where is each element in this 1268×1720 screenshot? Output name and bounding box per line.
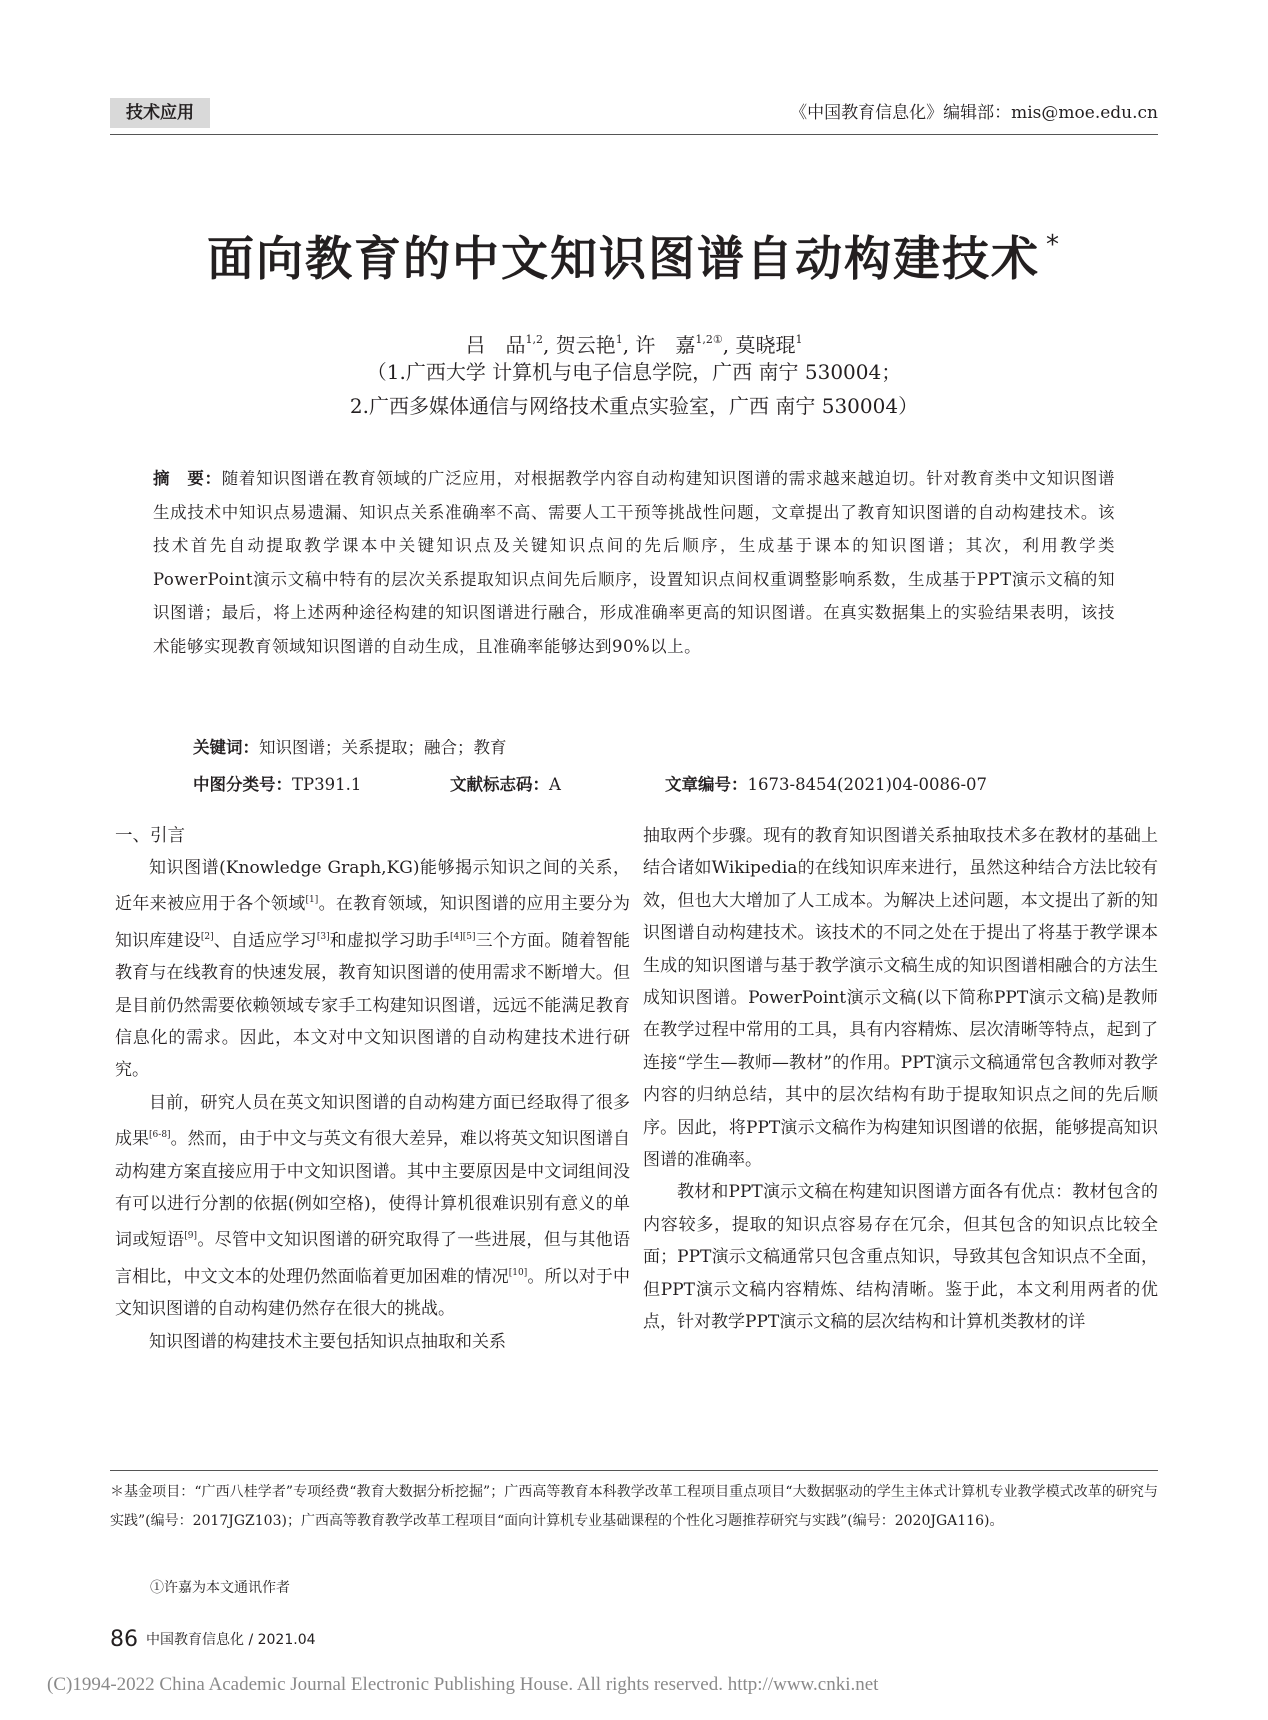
author-affil-mark: 1	[795, 333, 803, 346]
article-number-label: 文章编号：	[665, 775, 748, 794]
citation: [3]	[316, 931, 330, 942]
funding-footnote-text: ＊基金项目：“广西八桂学者”专项经费“教育大数据分析挖掘”；广西高等教育本科教学改革工程项目重点项目“大数据驱动的学生主体式计算机专业教学模式改革的研究与实践”(编号：2017JGZ103)；广西高等教育教学改革工程项目“面向计算机专业基础课程的个性化习题推荐研究与实践”(编号：2020JGA116)。	[110, 1484, 1158, 1529]
paragraph: 教材和PPT演示文稿在构建知识图谱方面各有优点：教材包含的内容较多，提取的知识点容易存在冗余，但其包含的知识点比较全面；PPT演示文稿通常只包含重点知识，导致其包含知识点不全面，但PPT演示文稿内容精炼、结构清晰。鉴于此，本文利用两者的优点，针对教学PPT演示文稿的层次结构和计算机类教材的详	[643, 1182, 1158, 1333]
keywords-text: 知识图谱；关系提取；融合；教育	[259, 738, 507, 757]
body-right-column	[643, 820, 1158, 1339]
document-code-label: 文献标志码：	[450, 775, 549, 794]
clc-number	[193, 770, 361, 800]
footnote-rule	[110, 1470, 1158, 1471]
paragraph: 知识图谱的构建技术主要包括知识点抽取和关系	[149, 1331, 506, 1352]
paper-title	[0, 215, 1268, 290]
author-list	[0, 325, 1268, 360]
article-number	[665, 770, 987, 800]
journal-contact: 《中国教育信息化》编辑部：mis@moe.edu.cn	[790, 103, 1158, 123]
affiliation-line: （1.广西大学 计算机与电子信息学院，广西 南宁 530004；	[366, 360, 902, 384]
paragraph-text: 。然而，由于中文与英文有很大差异，难以将英文知识图谱自动构建方案直接应用于中文知识图谱。其中主要原因是中文词组间没有可以进行分割的依据(例如空格)，使得计算机很难识别有意义的单词或短语	[115, 1129, 631, 1251]
citation: [9]	[184, 1231, 198, 1242]
citation: [4][5]	[449, 931, 476, 942]
author-name: 莫晓琨	[735, 333, 796, 357]
author-affil-mark: 1,2①	[695, 333, 723, 346]
paragraph-text: 、自适应学习	[213, 930, 317, 951]
header-rule	[110, 134, 1158, 135]
citation: [1]	[305, 895, 319, 906]
citation: [10]	[508, 1267, 528, 1278]
document-code-value: A	[549, 775, 561, 794]
author-name: 贺云艳	[555, 333, 616, 357]
keywords-label: 关键词：	[193, 738, 259, 757]
paragraph-text: 。在教育领域，知识图谱的应用主要分为知识库建设	[115, 894, 631, 951]
journal-issue: 中国教育信息化 / 2021.04	[146, 1632, 316, 1648]
author-separator: ,	[622, 333, 630, 357]
abstract-label: 摘 要：	[153, 469, 222, 488]
paragraph-text: 和虚拟学习助手	[329, 930, 450, 951]
clc-value: TP391.1	[292, 775, 362, 794]
paragraph-text: 知识图谱(Knowledge Graph,KG)能够揭示知识之间的关系，近年来被应用于各个领域	[115, 858, 630, 915]
section-heading-introduction: 一、引言	[115, 826, 185, 846]
paragraph	[115, 852, 630, 1087]
paragraph-text: 目前，研究人员在英文知识图谱的自动构建方面已经取得了很多成果	[115, 1092, 630, 1150]
section-tag: 技术应用	[110, 98, 210, 128]
abstract	[153, 462, 1115, 664]
paragraph-text: 。尽管中文知识图谱的研究取得了一些进展，但与其他语言相比，中文文本的处理仍然面临着更加困难的情况	[115, 1230, 631, 1287]
paragraph-text: 三个方面。随着智能教育与在线教育的快速发展，教育知识图谱的使用需求不断增大。但是目前仍然需要依赖领域专家手工构建知识图谱，远远不能满足教育信息化的需求。因此，本文对中文知识图谱的自动构建技术进行研究。	[115, 930, 631, 1081]
paper-title-text: 面向教育的中文知识图谱自动构建技术	[207, 232, 1040, 287]
paragraph: 抽取两个步骤。现有的教育知识图谱关系抽取技术多在教材的基础上结合诸如Wikipedia的在线知识库来进行，虽然这种结合方法比较有效，但也大大增加了人工成本。为解决上述问题，本文提出了新的知识图谱自动构建技术。该技术的不同之处在于提出了将基于教学课本生成的知识图谱与基于教学演示文稿生成的知识图谱相融合的方法生成知识图谱。PowerPoint演示文稿(以下简称PPT演示文稿)是教师在教学过程中常用的工具，具有内容精炼、层次清晰等特点，起到了连接“学生—教师—教材”的作用。PPT演示文稿通常包含教师对教学内容的归纳总结，其中的层次结构有助于提取知识点之间的先后顺序。因此，将PPT演示文稿作为构建知识图谱的依据，能够提高知识图谱的准确率。	[643, 826, 1158, 1171]
author-affil-mark: 1	[615, 333, 623, 346]
author-name: 吕 品	[465, 333, 526, 357]
article-number-value: 1673-8454(2021)04-0086-07	[747, 775, 988, 794]
citation: [2]	[200, 931, 214, 942]
paragraph-text: 。所以对于中文知识图谱的自动构建仍然存在很大的挑战。	[115, 1266, 631, 1320]
citation: [6-8]	[149, 1130, 171, 1141]
paragraph	[115, 1087, 630, 1326]
author-name: 许 嘉	[635, 333, 696, 357]
copyright-notice: (C)1994-2022 China Academic Journal Electronic Publishing House. All rights reserved. http://www.cnki.net	[47, 1674, 879, 1695]
author-affil-mark: 1,2	[525, 333, 543, 346]
clc-label: 中图分类号：	[193, 775, 292, 794]
title-footnote-mark: *	[1046, 230, 1061, 260]
affiliation-line: 2.广西多媒体通信与网络技术重点实验室，广西 南宁 530004）	[349, 394, 919, 418]
body-left-column	[115, 820, 630, 1358]
funding-footnote	[110, 1478, 1158, 1536]
page-number: 86	[110, 1627, 138, 1652]
keywords	[193, 733, 507, 763]
corresponding-author-note: ①许嘉为本文通讯作者	[150, 1580, 290, 1596]
author-separator: ,	[722, 333, 730, 357]
author-separator: ,	[542, 333, 550, 357]
page-footer	[110, 1627, 316, 1653]
document-code	[450, 770, 561, 800]
abstract-text: 随着知识图谱在教育领域的广泛应用，对根据教学内容自动构建知识图谱的需求越来越迫切。针对教育类中文知识图谱生成技术中知识点易遗漏、知识点关系准确率不高、需要人工干预等挑战性问题，文章提出了教育知识图谱的自动构建技术。该技术首先自动提取教学课本中关键知识点及关键知识点间的先后顺序，生成基于课本的知识图谱；其次，利用教学类PowerPoint演示文稿中特有的层次关系提取知识点间先后顺序，设置知识点间权重调整影响系数，生成基于PPT演示文稿的知识图谱；最后，将上述两种途径构建的知识图谱进行融合，形成准确率更高的知识图谱。在真实数据集上的实验结果表明，该技术能够实现教育领域知识图谱的自动生成，且准确率能够达到90%以上。	[153, 469, 1116, 656]
